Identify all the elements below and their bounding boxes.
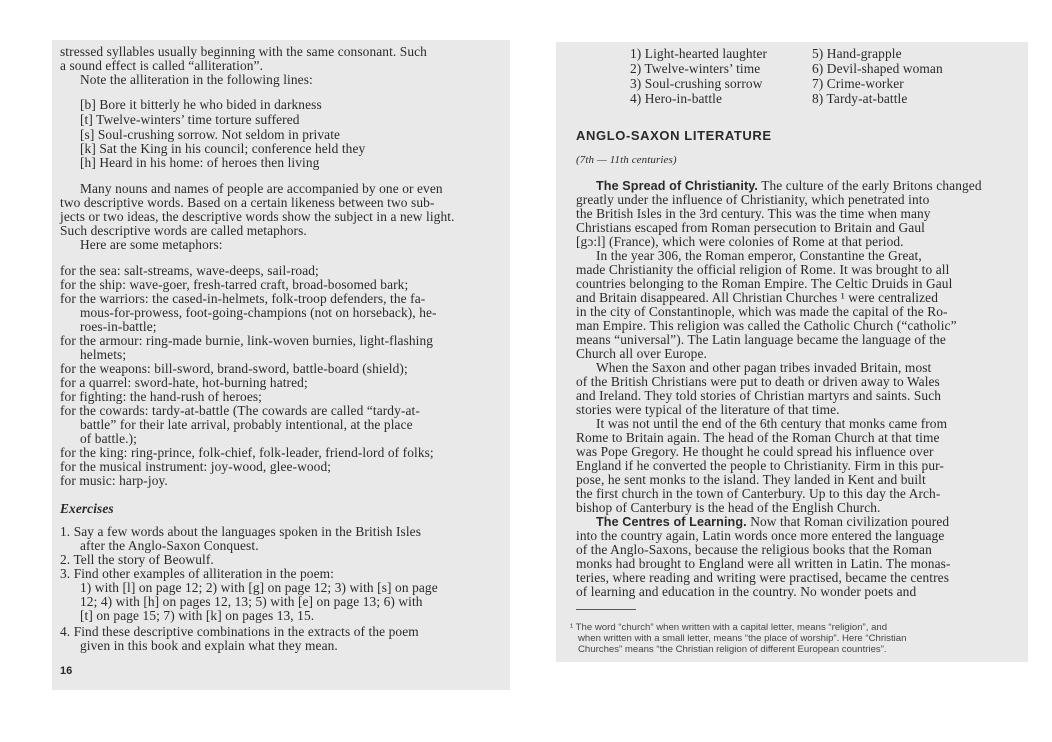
paragraph-line: When the Saxon and other pagan tribes invaded Britain, most xyxy=(596,360,932,375)
paragraph-line: bishop of Canterbury is the head of the English Church. xyxy=(576,500,881,515)
intro-line: a sound effect is called “alliteration”. xyxy=(60,58,264,73)
combination-item: 3) Soul-crushing sorrow xyxy=(630,76,763,91)
metaphor-line: for the weapons: bill-sword, brand-sword, battle-board (shield); xyxy=(60,361,408,376)
metaphor-line: for fighting: the hand-rush of heroes; xyxy=(60,389,263,404)
run-in-heading: The Spread of Christianity. xyxy=(596,179,759,193)
metaphor-line: roes-in-battle; xyxy=(80,319,157,334)
paragraph-line: means “universal”). The Latin language became the language of the xyxy=(576,332,946,347)
paragraph-line: the British Isles in the 3rd century. This was the time when many xyxy=(576,206,931,221)
paragraph-line: The Spread of Christianity. The culture of the early Britons changed xyxy=(596,178,982,193)
paragraph-line: It was not until the end of the 6th century that monks came from xyxy=(596,416,948,431)
paragraph-line: Here are some metaphors: xyxy=(80,237,223,252)
metaphor-line: for the sea: salt-streams, wave-deeps, sail-road; xyxy=(60,263,319,278)
metaphor-line: for the armour: ring-made burnie, link-woven burnies, light-flashing xyxy=(60,333,434,348)
intro-line: stressed syllables usually beginning with the same consonant. Such xyxy=(60,44,427,59)
exercise-line: 1. Say a few words about the languages spoken in the British Isles xyxy=(60,524,422,539)
paragraph-line: was Pope Gregory. He thought he could spread his influence over xyxy=(576,444,934,459)
metaphor-line: battle” for their late arrival, probably intentional, at the place xyxy=(80,417,413,432)
paragraph-line: in the city of Constantinople, which was made the capital of the Ro- xyxy=(576,304,948,319)
metaphor-line: for music: harp-joy. xyxy=(60,473,168,488)
exercise-line: [t] on page 15; 7) with [k] on pages 13, 15. xyxy=(80,608,315,623)
paragraph-line: The Centres of Learning. Now that Roman civilization poured xyxy=(596,514,950,529)
metaphor-line: helmets; xyxy=(80,347,127,362)
metaphor-line: of battle.); xyxy=(80,431,137,446)
paragraph-line: of the Anglo-Saxons, because the religious books that the Roman xyxy=(576,542,932,557)
metaphor-line: for the king: ring-prince, folk-chief, folk-leader, friend-lord of folks; xyxy=(60,445,434,460)
page-number: 16 xyxy=(60,665,73,677)
paragraph-line: [gɔ:l] (France), which were colonies of Rome at that period. xyxy=(576,234,904,249)
alliteration-line: [t] Twelve-winters’ time torture suffered xyxy=(80,112,300,127)
paragraph-line: countries belonging to the Roman Empire. The Celtic Druids in Gaul xyxy=(576,276,953,291)
exercise-line: after the Anglo-Saxon Conquest. xyxy=(80,538,259,553)
combination-item: 7) Crime-worker xyxy=(812,76,904,91)
exercise-line: 12; 4) with [h] on pages 12, 13; 5) with [e] on page 13; 6) with xyxy=(80,594,423,609)
paragraph-line: and Britain disappeared. All Christian Churches ¹ were centralized xyxy=(576,290,938,305)
footnote-line: Churches” means “the Christian religion of different European countries”. xyxy=(578,644,887,655)
paragraph-line: the first church in the town of Canterbury. Up to this day the Arch- xyxy=(576,486,941,501)
combination-item: 6) Devil-shaped woman xyxy=(812,61,943,76)
alliteration-line: [b] Bore it bitterly he who bided in darkness xyxy=(80,97,322,112)
intro-line: Note the alliteration in the following lines: xyxy=(80,72,313,87)
exercise-line: 4. Find these descriptive combinations in the extracts of the poem xyxy=(60,624,419,639)
exercises-heading: Exercises xyxy=(60,501,114,516)
paragraph-line: England if he converted the people to Christianity. Firm in this pur- xyxy=(576,458,944,473)
footnote-line: when written with a small letter, means “the place of worship”. Here “Christian xyxy=(578,633,907,644)
paragraph-line: and Ireland. They told stories of Christian martyrs and saints. Such xyxy=(576,388,942,403)
paragraph-line: greatly under the influence of Christianity, which penetrated into xyxy=(576,192,930,207)
metaphor-line: for the musical instrument: joy-wood, glee-wood; xyxy=(60,459,332,474)
footnote-line: ¹ The word “church” when written with a capital letter, means “religion”, and xyxy=(570,622,888,633)
paragraph-line: pose, he sent monks to the island. They landed in Kent and built xyxy=(576,472,926,487)
paragraph-line: into the country again, Latin words once more entered the language xyxy=(576,528,945,543)
alliteration-line: [s] Soul-crushing sorrow. Not seldom in private xyxy=(80,127,341,142)
paragraph-line: of learning and education in the country. No wonder poets and xyxy=(576,584,917,599)
paragraph-line: jects or two ideas, the descriptive words show the subject in a new light. xyxy=(60,209,455,224)
combination-item: 5) Hand-grapple xyxy=(812,46,902,61)
combination-item: 2) Twelve-winters’ time xyxy=(630,61,761,76)
paragraph-line: Many nouns and names of people are accompanied by one or even xyxy=(80,181,443,196)
paragraph-line: two descriptive words. Based on a certain likeness between two sub- xyxy=(60,195,435,210)
right-page xyxy=(528,0,1052,742)
paragraph-line: teries, where reading and writing were practised, became the centres xyxy=(576,570,950,585)
paragraph-line: Rome to Britain again. The head of the Roman Church at that time xyxy=(576,430,940,445)
exercise-line: 1) with [l] on page 12; 2) with [g] on page 12; 3) with [s] on page xyxy=(80,580,438,595)
combination-item: 4) Hero-in-battle xyxy=(630,91,723,106)
paragraph-line: made Christianity the official religion of Rome. It was brought to all xyxy=(576,262,950,277)
section-title: ANGLO-SAXON LITERATURE xyxy=(576,128,772,143)
combination-item: 8) Tardy-at-battle xyxy=(812,91,908,106)
exercise-line: 3. Find other examples of alliteration in the poem: xyxy=(60,566,334,581)
metaphor-line: mous-for-prowess, foot-going-champions (not on horseback), he- xyxy=(80,305,437,320)
paragraph-line: Such descriptive words are called metaphors. xyxy=(60,223,307,238)
combination-item: 1) Light-hearted laughter xyxy=(630,46,768,61)
paragraph-line: man Empire. This religion was called the Catholic Church (“catholic” xyxy=(576,318,957,333)
metaphor-line: for the warriors: the cased-in-helmets, folk-troop defenders, the fa- xyxy=(60,291,426,306)
paragraph-line: monks had brought to England were all written in Latin. The monas- xyxy=(576,556,951,571)
metaphor-line: for a quarrel: sword-hate, hot-burning hatred; xyxy=(60,375,308,390)
metaphor-line: for the cowards: tardy-at-battle (The cowards are called “tardy-at- xyxy=(60,403,420,418)
paragraph-line: of the British Christians were put to death or driven away to Wales xyxy=(576,374,940,389)
metaphor-line: for the ship: wave-goer, fresh-tarred craft, broad-bosomed bark; xyxy=(60,277,409,292)
run-in-heading: The Centres of Learning. xyxy=(596,515,747,529)
paragraph-line: Church all over Europe. xyxy=(576,346,707,361)
left-page xyxy=(0,0,513,742)
paragraph-line: In the year 306, the Roman emperor, Constantine the Great, xyxy=(596,248,922,263)
exercise-line: given in this book and explain what they mean. xyxy=(80,638,338,653)
paragraph-line: Christians escaped from Roman persecution to Britain and Gaul xyxy=(576,220,925,235)
footnote-rule xyxy=(576,609,636,610)
alliteration-line: [k] Sat the King in his council; conference held they xyxy=(80,141,366,156)
section-subtitle: (7th — 11th centuries) xyxy=(576,154,677,166)
exercise-line: 2. Tell the story of Beowulf. xyxy=(60,552,214,567)
paragraph-line: stories were typical of the literature of that time. xyxy=(576,402,840,417)
alliteration-line: [h] Heard in his home: of heroes then living xyxy=(80,155,320,170)
